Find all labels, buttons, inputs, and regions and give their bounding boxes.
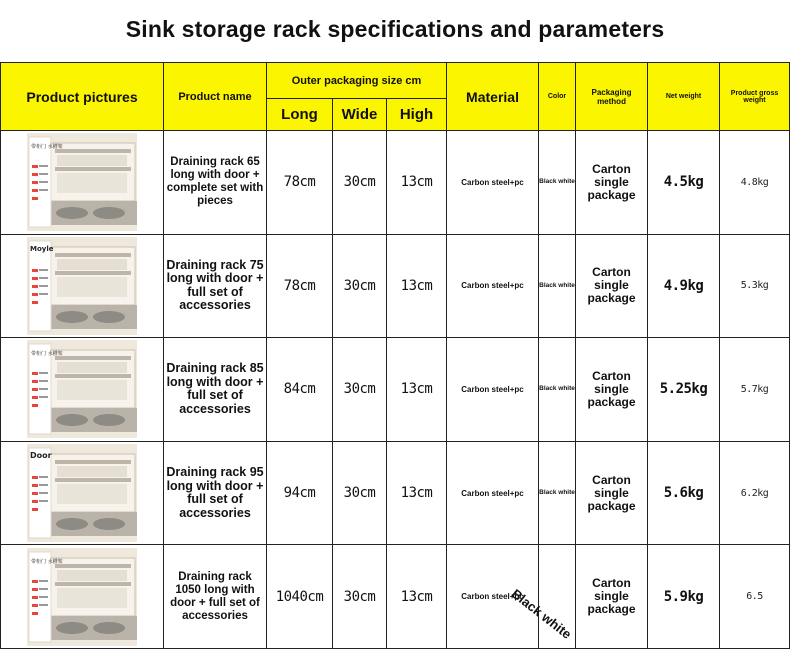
gross-weight-cell: 5.3kg <box>720 234 790 338</box>
material-cell: Carbon steel+pc <box>447 131 539 235</box>
product-name-cell: Draining rack 95 long with door + full set of accessories <box>164 441 267 545</box>
product-image <box>27 237 137 335</box>
header-high: High <box>387 99 447 131</box>
gross-weight-cell: 6.5 <box>720 545 790 649</box>
product-name-cell: Draining rack 1050 long with door + full set of accessories <box>164 545 267 649</box>
table-row <box>1 131 790 235</box>
gross-weight-cell: 5.7kg <box>720 338 790 442</box>
high-cell: 13cm <box>387 545 447 649</box>
net-weight-cell: 4.5kg <box>648 131 720 235</box>
wide-cell: 30cm <box>333 441 387 545</box>
material-cell: Carbon steel+pc <box>447 338 539 442</box>
thumb-tag: 带柜门 水槽架 <box>31 144 63 151</box>
material-cell: Carbon steel+pc <box>447 234 539 338</box>
header-product-name: Product name <box>164 63 267 131</box>
product-image <box>27 133 137 231</box>
color-cell: Black white <box>539 441 576 545</box>
header-wide: Wide <box>333 99 387 131</box>
header-gross-weight: Product gross weight <box>720 63 790 131</box>
table-row <box>1 234 790 338</box>
product-picture-cell <box>1 441 164 545</box>
packaging-cell: Carton single package <box>576 234 648 338</box>
gross-weight-cell: 4.8kg <box>720 131 790 235</box>
color-cell: Black white <box>539 234 576 338</box>
product-name-cell: Draining rack 65 long with door + complete set with pieces <box>164 131 267 235</box>
table-row <box>1 545 790 649</box>
product-picture-cell <box>1 131 164 235</box>
packaging-cell: Carton single package <box>576 441 648 545</box>
product-name-cell: Draining rack 85 long with door + full set of accessories <box>164 338 267 442</box>
net-weight-cell: 5.25kg <box>648 338 720 442</box>
net-weight-cell: 5.6kg <box>648 441 720 545</box>
header-net-weight: Net weight <box>648 63 720 131</box>
long-cell: 78cm <box>267 131 333 235</box>
high-cell: 13cm <box>387 131 447 235</box>
header-outer-packaging: Outer packaging size cm <box>267 63 447 99</box>
table-row <box>1 441 790 545</box>
long-cell: 78cm <box>267 234 333 338</box>
net-weight-cell: 4.9kg <box>648 234 720 338</box>
header-color: Color <box>539 63 576 131</box>
thumb-tag: 带柜门 水槽架 <box>31 351 63 358</box>
gross-weight-cell: 6.2kg <box>720 441 790 545</box>
wide-cell: 30cm <box>333 338 387 442</box>
thumb-tag: Moyle <box>30 244 54 253</box>
material-cell: Carbon steel+pc <box>447 545 539 649</box>
wide-cell: 30cm <box>333 234 387 338</box>
high-cell: 13cm <box>387 234 447 338</box>
color-cell: Black white <box>539 338 576 442</box>
packaging-cell: Carton single package <box>576 545 648 649</box>
long-cell: 94cm <box>267 441 333 545</box>
product-name-cell: Draining rack 75 long with door + full set of accessories <box>164 234 267 338</box>
page-title: Sink storage rack specifications and parameters <box>125 16 665 42</box>
spec-table <box>0 62 790 649</box>
product-picture-cell <box>1 545 164 649</box>
wide-cell: 30cm <box>333 545 387 649</box>
net-weight-cell: 5.9kg <box>648 545 720 649</box>
header-long: Long <box>267 99 333 131</box>
header-material: Material <box>447 63 539 131</box>
table-row <box>1 338 790 442</box>
product-image <box>27 548 137 646</box>
long-cell: 84cm <box>267 338 333 442</box>
product-picture-cell <box>1 338 164 442</box>
header-product-pictures: Product pictures <box>1 63 164 131</box>
rotated-color-label: Black white <box>508 586 575 642</box>
product-image <box>27 444 137 542</box>
high-cell: 13cm <box>387 441 447 545</box>
wide-cell: 30cm <box>333 131 387 235</box>
high-cell: 13cm <box>387 338 447 442</box>
material-cell: Carbon steel+pc <box>447 441 539 545</box>
color-cell: Black white <box>539 131 576 235</box>
long-cell: 1040cm <box>267 545 333 649</box>
packaging-cell: Carton single package <box>576 338 648 442</box>
product-image <box>27 340 137 438</box>
product-picture-cell <box>1 234 164 338</box>
header-packaging-method: Packaging method <box>576 63 648 131</box>
thumb-tag: Door <box>30 451 52 461</box>
packaging-cell: Carton single package <box>576 131 648 235</box>
thumb-tag: 带柜门 水槽架 <box>31 558 63 565</box>
